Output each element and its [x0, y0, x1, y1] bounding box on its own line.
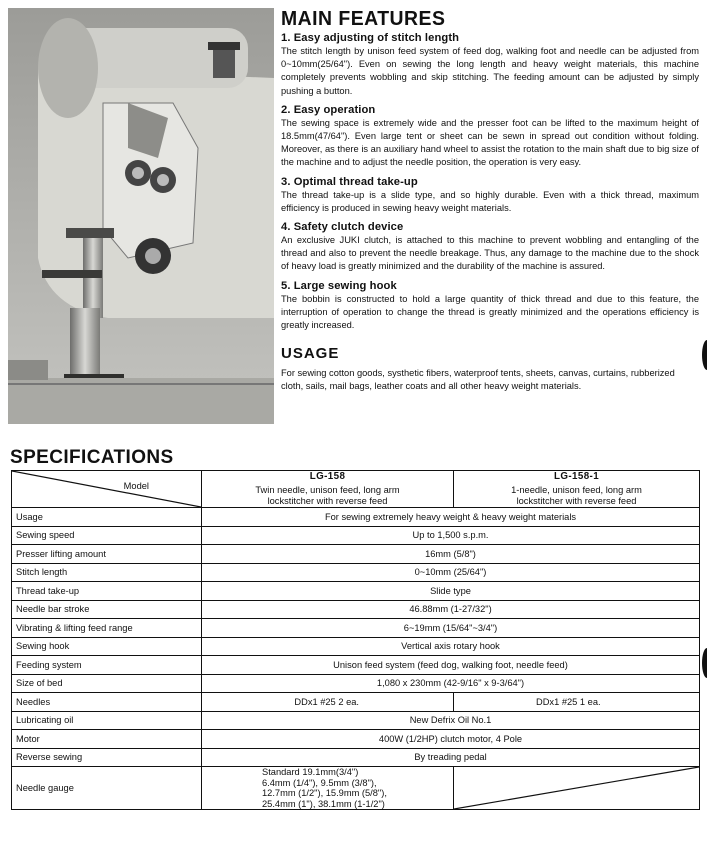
usage-body: For sewing cotton goods, systhetic fibers, waterproof tents, sheets, canvas, curtains, rubberized cloth, sails, mail bags, leather coats and all other heavy weight materials. — [281, 368, 675, 392]
feature-item — [281, 32, 699, 98]
row-label: Stitch length — [12, 563, 202, 582]
page-edge-mark — [702, 648, 707, 678]
feature-item — [281, 176, 699, 215]
feature-heading: 1. Easy adjusting of stitch length — [281, 32, 460, 44]
page-edge-mark — [702, 340, 707, 370]
table-row — [12, 637, 700, 656]
feature-heading: 4. Safety clutch device — [281, 221, 404, 234]
model-column-lg158 — [202, 471, 454, 508]
model-description: Twin needle, unison feed, long arm — [255, 485, 400, 495]
model-column-lg158-1 — [454, 471, 700, 508]
row-value: Unison feed system (feed dog, walking foot, needle feed) — [202, 656, 700, 675]
model-description: lockstitcher with reverse feed — [516, 496, 637, 506]
feature-body: The thread take-up is a slide type, and so highly durable. Even with a thick thread, maximum efficiency is produced in sewing heavy weight materials. — [281, 189, 699, 213]
row-value: 0~10mm (25/64") — [202, 563, 700, 582]
feature-body: The bobbin is constructed to hold a large quantity of thick thread and due to this feature, the interruption of operation to change the thread is greatly minimized and the operations efficiency is greatly increased. — [281, 293, 699, 331]
table-row-needles — [12, 693, 700, 712]
row-value: 400W (1/2HP) clutch motor, 4 Pole — [202, 730, 700, 749]
feature-heading: 5. Large sewing hook — [281, 279, 397, 292]
row-label: Feeding system — [12, 656, 202, 675]
feature-heading: 3. Optimal thread take-up — [281, 175, 418, 188]
main-features-section — [281, 8, 699, 394]
row-value: By treading pedal — [202, 748, 700, 767]
feature-heading: 2. Easy operation — [281, 103, 376, 116]
table-row — [12, 674, 700, 693]
needles-lg158-1-value: DDx1 #25 1 ea. — [454, 693, 700, 712]
table-row — [12, 526, 700, 545]
table-row — [12, 563, 700, 582]
model-description: lockstitcher with reverse feed — [267, 496, 388, 506]
needles-lg158-value: DDx1 #25 2 ea. — [202, 693, 454, 712]
row-label: Sewing hook — [12, 637, 202, 656]
needle-gauge-line: 12.7mm (1/2"), 15.9mm (5/8"), — [262, 788, 387, 798]
row-value: 46.88mm (1-27/32") — [202, 600, 700, 619]
table-header-row — [12, 471, 700, 508]
usage-title: USAGE — [281, 345, 340, 363]
feature-item — [281, 221, 699, 274]
table-row-needle-gauge — [12, 767, 700, 810]
model-name: LG-158-1 — [553, 471, 600, 482]
row-value: Up to 1,500 s.p.m. — [202, 526, 700, 545]
row-label: Thread take-up — [12, 582, 202, 601]
needle-gauge-line: 25.4mm (1"), 38.1mm (1-1/2") — [262, 798, 385, 809]
needle-gauge-line: 6.4mm (1/4"), 9.5mm (3/8"), — [262, 777, 377, 788]
table-row — [12, 656, 700, 675]
row-value: 6~19mm (15/64"~3/4") — [202, 619, 700, 638]
table-row — [12, 619, 700, 638]
table-row — [12, 730, 700, 749]
table-row — [12, 748, 700, 767]
specifications-title: SPECIFICATIONS — [10, 447, 174, 468]
table-row — [12, 600, 700, 619]
row-value: 16mm (5/8") — [202, 545, 700, 564]
row-label: Motor — [12, 730, 202, 749]
row-label: Vibrating & lifting feed range — [12, 619, 202, 638]
table-row — [12, 582, 700, 601]
feature-item — [281, 280, 699, 333]
row-label: Size of bed — [12, 674, 202, 693]
feature-body: The sewing space is extremely wide and the presser foot can be lifted to the maximum height of 18.5mm(47/64"). Even large tent or sheet can be sewn in spread out condition without folding. Moreover, as there is an auxiliary hand wheel to assist the rotation to the main shaft due to big size of the machine and to adjust the needle position, the operation is very easy. — [281, 117, 699, 168]
row-value: Slide type — [202, 582, 700, 601]
row-label: Needle gauge — [12, 767, 202, 810]
row-label: Sewing speed — [12, 526, 202, 545]
row-label: Lubricating oil — [12, 711, 202, 730]
model-header-cell — [12, 471, 202, 508]
model-label: Model — [123, 481, 149, 491]
needle-gauge-values — [202, 767, 454, 810]
table-row — [12, 545, 700, 564]
feature-body: The stitch length by unison feed system of feed dog, walking foot and needle can be adjusted from 0~10mm(25/64"). Even on sewing the long length and heavy weight materials, this machine completely prevents wobbling and skip stitching. The feeding amount can be adjusted by simply pushing a button. — [281, 46, 699, 96]
model-description: 1-needle, unison feed, long arm — [511, 485, 642, 495]
row-value: For sewing extremely heavy weight & heavy weight materials — [202, 508, 700, 527]
row-value: 1,080 x 230mm (42-9/16" x 9-3/64") — [202, 674, 700, 693]
model-name: LG-158 — [309, 471, 346, 482]
row-label: Presser lifting amount — [12, 545, 202, 564]
row-value: New Defrix Oil No.1 — [202, 711, 700, 730]
specifications-table — [11, 470, 700, 810]
main-features-title: MAIN FEATURES — [281, 8, 446, 30]
feature-item — [281, 104, 699, 170]
needle-gauge-line: Standard 19.1mm(3/4") — [262, 767, 359, 777]
feature-body: An exclusive JUKI clutch, is attached to this machine to prevent wobbling and entangling of the thread and also to prevent the needle breakage. Thus, any damage to the machine due to the shock of heavy load is greatly minimized and the durability of the machine is assured. — [281, 235, 699, 272]
table-row — [12, 508, 700, 527]
row-label: Usage — [12, 508, 202, 527]
row-label: Needle bar stroke — [12, 600, 202, 619]
row-label: Reverse sewing — [12, 748, 202, 767]
sewing-machine-photo — [8, 8, 274, 424]
row-label: Needles — [12, 693, 202, 712]
needle-gauge-empty-cell — [454, 767, 700, 810]
table-row — [12, 711, 700, 730]
row-value: Vertical axis rotary hook — [202, 637, 700, 656]
